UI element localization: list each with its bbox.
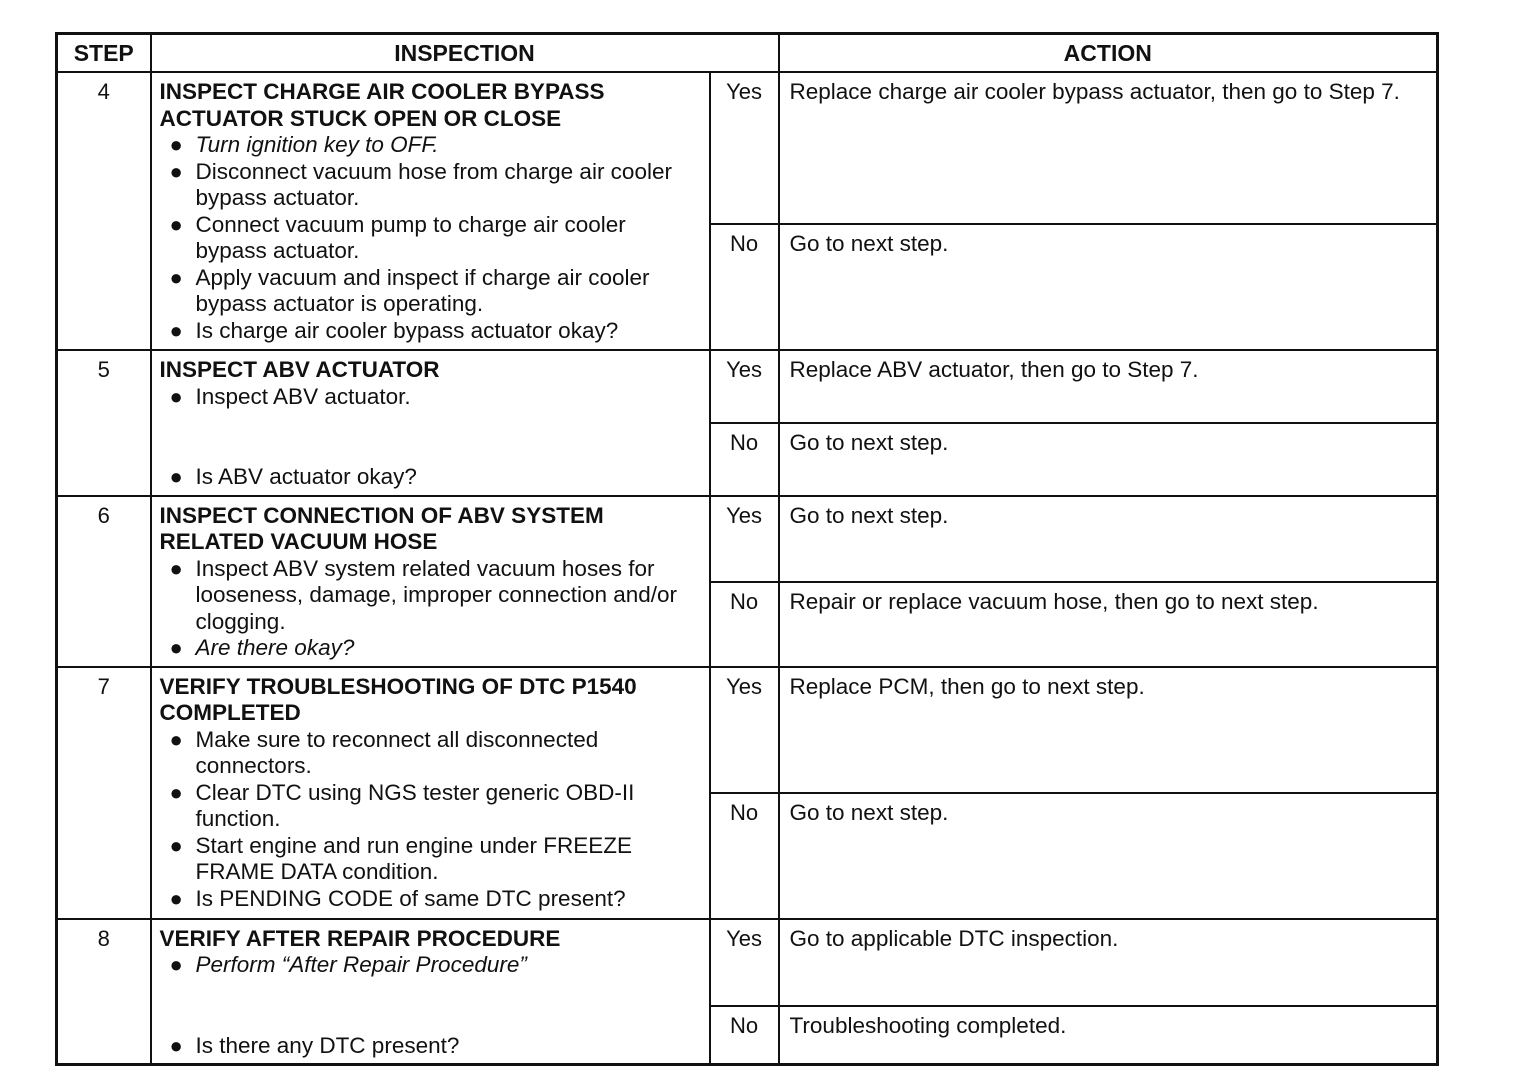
bullet-text: Is there any DTC present?	[195, 1032, 460, 1058]
yes-label: Yes	[710, 667, 779, 793]
inspection-cell	[151, 496, 710, 667]
list-item	[160, 464, 701, 491]
list-item	[160, 952, 701, 979]
inspection-title: INSPECT ABV ACTUATOR	[159, 357, 440, 382]
list-item	[160, 1033, 701, 1060]
bullet-text: Connect vacuum pump to charge air cooler bypass actuator.	[195, 211, 626, 263]
inspection-cell	[151, 919, 710, 1065]
bullet-icon: ●	[169, 952, 183, 977]
bullet-icon: ●	[169, 464, 183, 489]
no-label: No	[710, 793, 779, 919]
list-item	[160, 265, 701, 318]
list-item	[160, 132, 701, 159]
bullet-icon: ●	[169, 264, 183, 290]
inspection-bullets	[160, 384, 701, 491]
bullet-icon: ●	[169, 555, 183, 581]
bullet-text: Apply vacuum and inspect if charge air cooler bypass actuator is operating.	[195, 264, 650, 316]
list-item	[160, 780, 701, 833]
bullet-text: Clear DTC using NGS tester generic OBD-II function.	[195, 779, 635, 831]
no-label: No	[710, 582, 779, 667]
bullet-text: Turn ignition key to OFF.	[195, 132, 439, 157]
yes-action: Replace charge air cooler bypass actuator, then go to Step 7.	[779, 72, 1438, 224]
yes-action: Replace PCM, then go to next step.	[779, 667, 1438, 793]
inspection-cell	[151, 350, 710, 496]
no-action: Go to next step.	[779, 423, 1438, 496]
yes-label: Yes	[710, 496, 779, 582]
header-action: ACTION	[779, 34, 1438, 73]
inspection-cell	[151, 72, 710, 350]
list-item	[160, 212, 701, 265]
inspection-bullets	[160, 952, 701, 1059]
no-label: No	[710, 423, 779, 496]
bullet-text: Are there okay?	[195, 635, 355, 660]
step-number: 8	[57, 919, 151, 1065]
inspection-bullets	[160, 727, 701, 913]
list-item	[160, 886, 701, 913]
no-action: Go to next step.	[779, 224, 1438, 350]
no-label: No	[710, 224, 779, 350]
bullet-icon: ●	[169, 383, 183, 409]
table-row	[57, 496, 1438, 582]
yes-label: Yes	[710, 350, 779, 423]
list-item	[160, 384, 701, 411]
bullet-text: Is PENDING CODE of same DTC present?	[195, 885, 626, 911]
yes-label: Yes	[710, 72, 779, 224]
inspection-bullets	[160, 132, 701, 344]
inspection-title: VERIFY TROUBLESHOOTING OF DTC P1540 COMPLETED	[159, 673, 637, 725]
bullet-icon: ●	[169, 779, 183, 805]
table-row	[57, 667, 1438, 793]
bullet-icon: ●	[169, 1032, 183, 1058]
list-item	[160, 556, 701, 636]
bullet-icon: ●	[169, 726, 183, 752]
header-row	[57, 34, 1438, 73]
bullet-icon: ●	[169, 635, 183, 660]
list-item	[160, 833, 701, 886]
no-action: Repair or replace vacuum hose, then go to next step.	[779, 582, 1438, 667]
yes-action: Go to next step.	[779, 496, 1438, 582]
bullet-text: Start engine and run engine under FREEZE FRAME DATA condition.	[195, 832, 633, 884]
list-item	[160, 635, 701, 662]
step-number: 5	[57, 350, 151, 496]
troubleshooting-table	[55, 32, 1439, 1066]
table-row	[57, 919, 1438, 1006]
troubleshooting-table-sheet	[55, 32, 1436, 1066]
no-label: No	[710, 1006, 779, 1065]
inspection-title: INSPECT CHARGE AIR COOLER BYPASS ACTUATOR STUCK OPEN OR CLOSE	[159, 79, 605, 131]
yes-action: Replace ABV actuator, then go to Step 7.	[779, 350, 1438, 423]
bullet-icon: ●	[169, 132, 183, 157]
bullet-icon: ●	[169, 885, 183, 911]
table-row	[57, 350, 1438, 423]
list-item	[160, 727, 701, 780]
table-row	[57, 72, 1438, 224]
step-number: 4	[57, 72, 151, 350]
yes-label: Yes	[710, 919, 779, 1006]
no-action: Go to next step.	[779, 793, 1438, 919]
inspection-cell	[151, 667, 710, 919]
bullet-icon: ●	[169, 317, 183, 343]
bullet-text: Is charge air cooler bypass actuator okay?	[195, 317, 619, 343]
bullet-text: Disconnect vacuum hose from charge air cooler bypass actuator.	[195, 158, 672, 210]
inspection-bullets	[160, 556, 701, 662]
step-number: 7	[57, 667, 151, 919]
bullet-icon: ●	[169, 158, 183, 184]
bullet-icon: ●	[169, 832, 183, 858]
header-step: STEP	[57, 34, 151, 73]
bullet-text: Make sure to reconnect all disconnected connectors.	[195, 726, 599, 778]
bullet-icon: ●	[169, 211, 183, 237]
inspection-title: VERIFY AFTER REPAIR PROCEDURE	[159, 925, 561, 951]
step-number: 6	[57, 496, 151, 667]
list-item	[160, 159, 701, 212]
no-action: Troubleshooting completed.	[779, 1006, 1438, 1065]
inspection-title: INSPECT CONNECTION OF ABV SYSTEM RELATED VACUUM HOSE	[159, 502, 604, 554]
bullet-text: Is ABV actuator okay?	[195, 464, 417, 489]
yes-action: Go to applicable DTC inspection.	[779, 919, 1438, 1006]
bullet-text: Inspect ABV actuator.	[195, 383, 411, 409]
header-inspection: INSPECTION	[151, 34, 779, 73]
list-item	[160, 318, 701, 345]
bullet-text: Inspect ABV system related vacuum hoses for looseness, damage, improper connection and/or clogging.	[195, 555, 678, 634]
bullet-text: Perform “After Repair Procedure”	[195, 952, 527, 977]
